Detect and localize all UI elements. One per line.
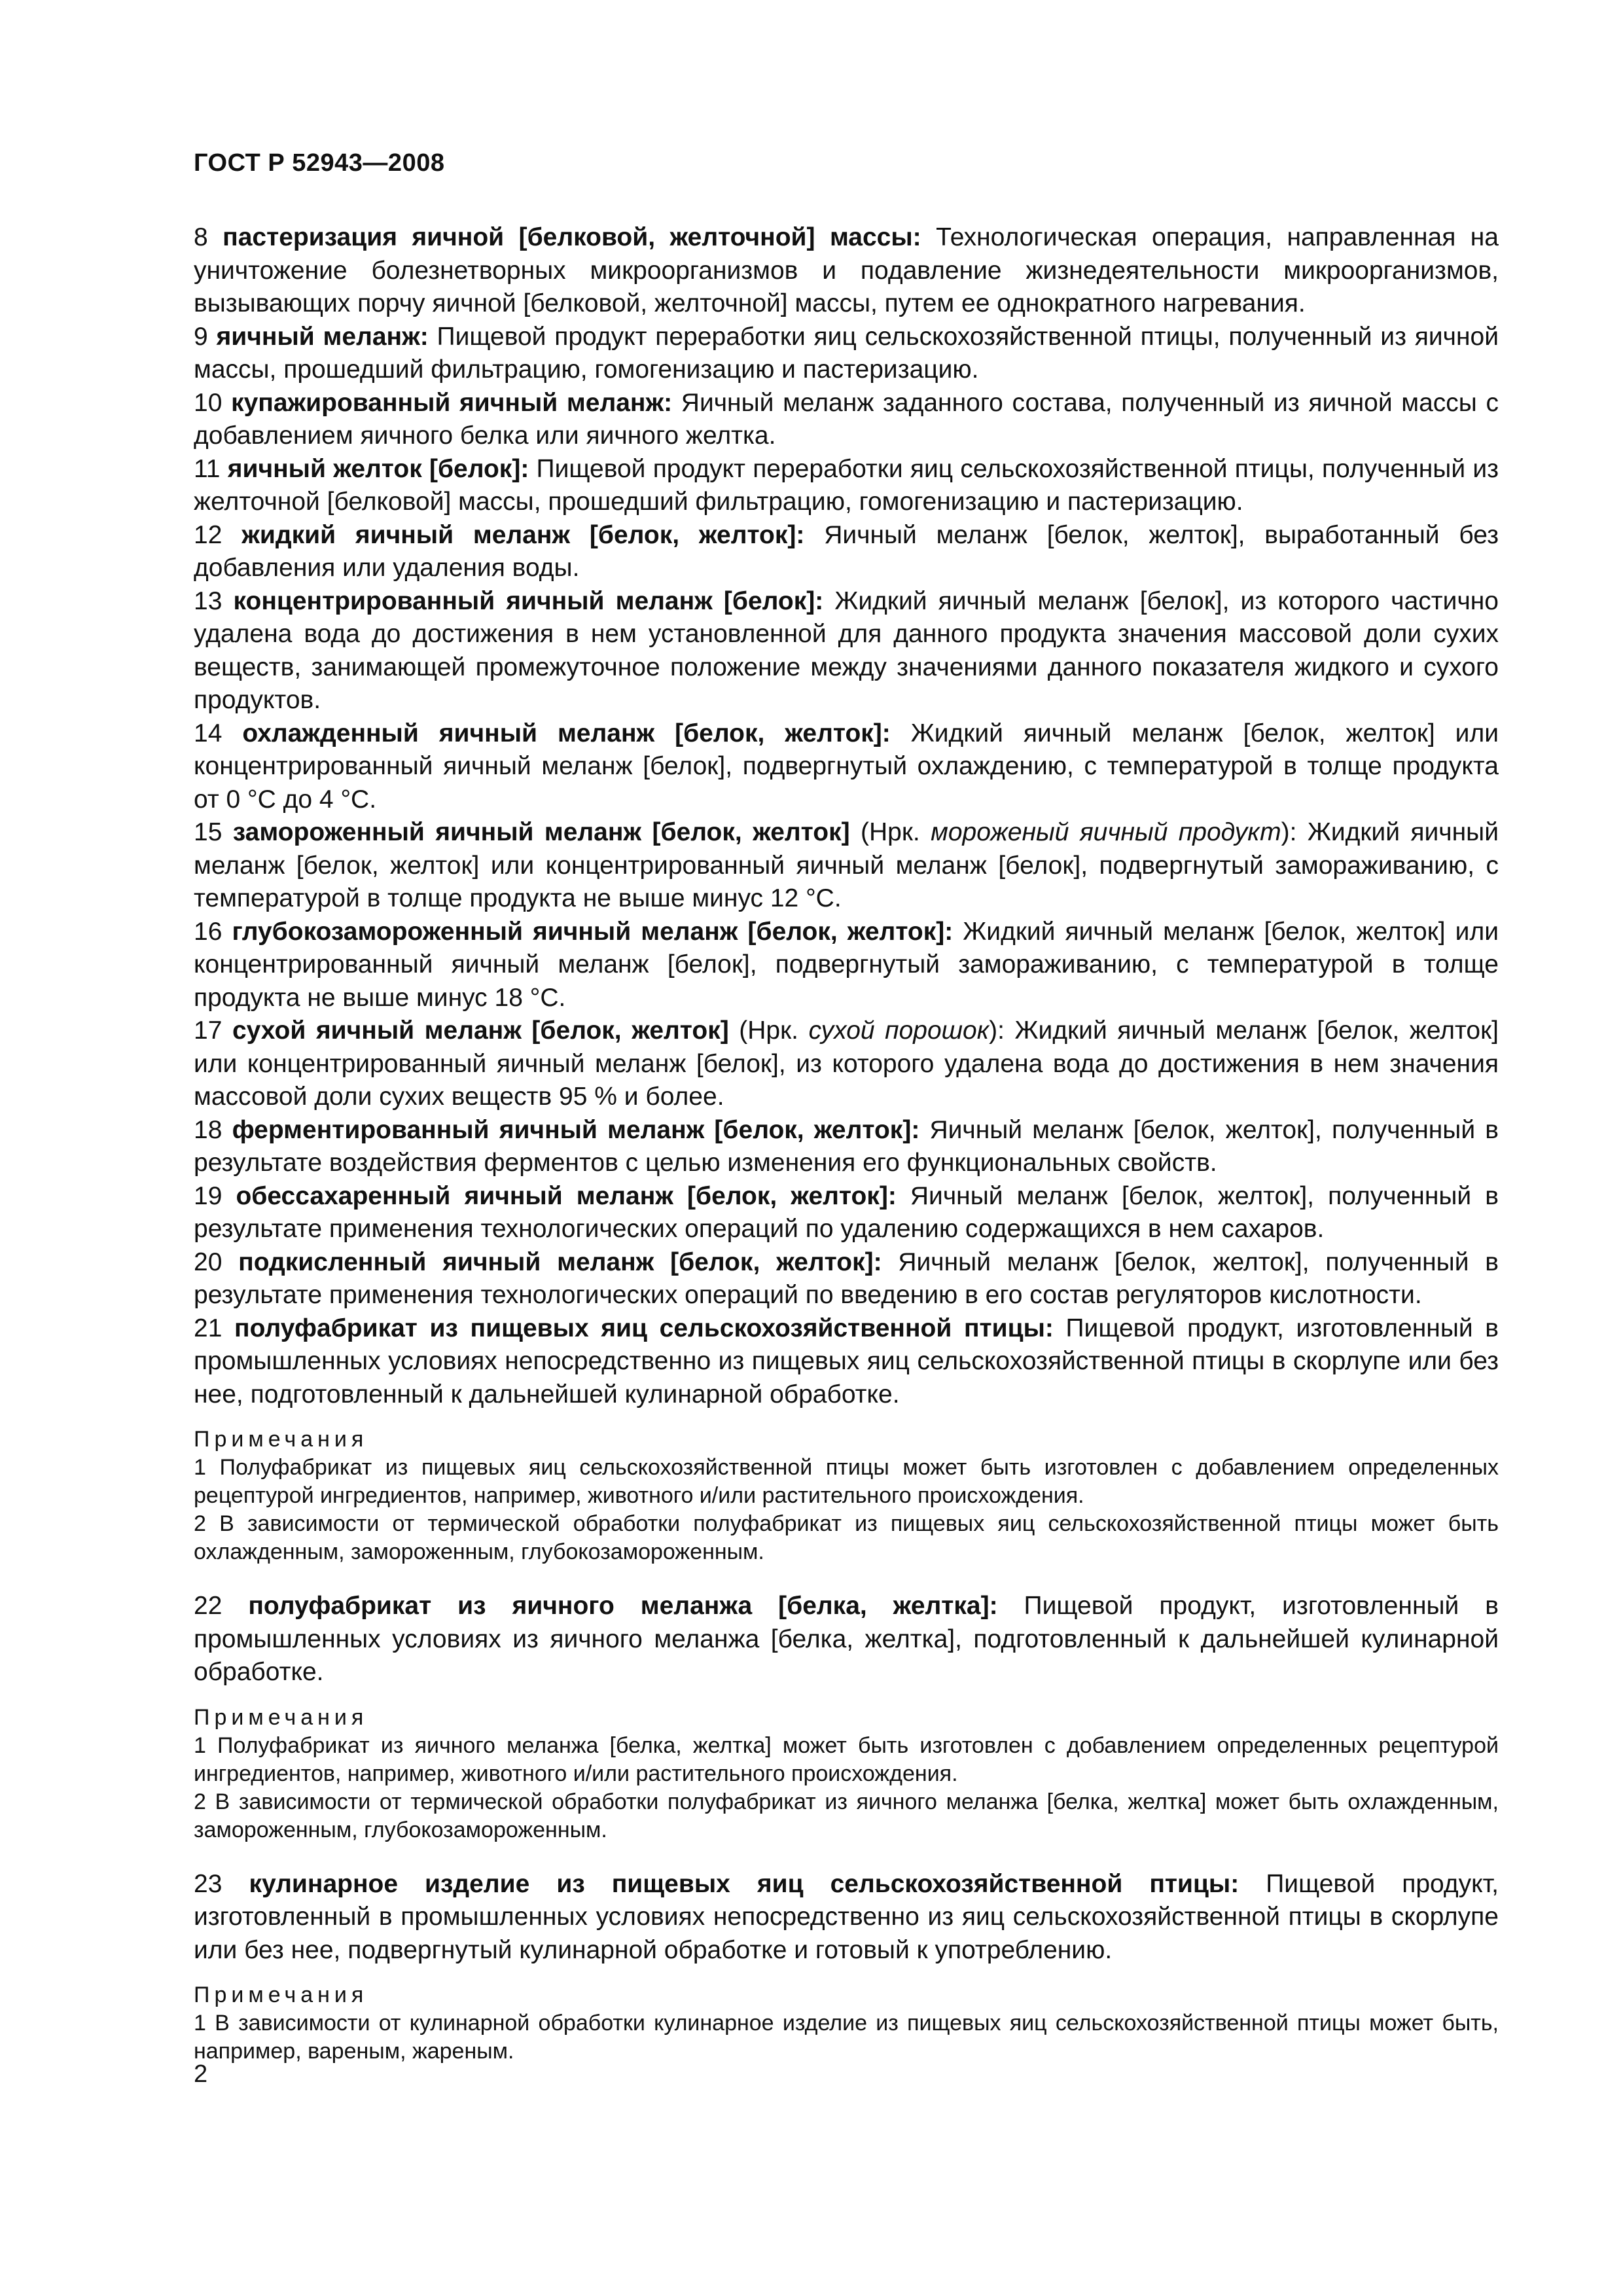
term-21: [194, 1312, 1499, 1412]
term-number: 10: [194, 388, 223, 417]
notes-block-21: [194, 1426, 1499, 1566]
term-synonym-suffix: ):: [1281, 818, 1297, 846]
term-definition: Технологическая операция, направленная на уничтожение болезнетворных микроорганизмов и подавление жизнедеятельности микроорганизмов, вызывающих порчу яичной [белковой, желточной] массы, путем ее однократного нагревания.: [194, 223, 1499, 317]
term-name: замороженный яичный меланж [белок, желток]: [232, 818, 850, 846]
term-18: [194, 1114, 1499, 1180]
term-9: [194, 321, 1499, 387]
term-name: охлажденный яичный меланж [белок, желток]:: [242, 719, 891, 747]
term-name: полуфабрикат из яичного меланжа [белка, желтка]:: [248, 1592, 998, 1620]
term-8: [194, 221, 1499, 321]
term-synonym-prefix: (Нрк.: [728, 1016, 809, 1045]
term-synonym: мороженый яичный продукт: [931, 818, 1281, 846]
term-13: [194, 585, 1499, 717]
notes-block-22: [194, 1704, 1499, 1844]
notes-title: Примечания: [194, 1982, 368, 2007]
page-number: 2: [194, 2060, 208, 2088]
term-name: жидкий яичный меланж [белок, желток]:: [241, 520, 805, 549]
terms-content: [194, 221, 1499, 2066]
term-number: 16: [194, 917, 223, 946]
term-name: ферментированный яичный меланж [белок, желток]:: [232, 1115, 920, 1144]
term-definition: Яичный меланж [белок, желток], полученный в результате воздействия ферментов с целью изменения его функциональных свойств.: [194, 1115, 1499, 1177]
term-name: яичный желток [белок]:: [227, 454, 529, 483]
term-definition: Яичный меланж [белок, желток], полученный в результате применения технологических операций по удалению содержащихся в нем сахаров.: [194, 1181, 1499, 1243]
term-definition: Пищевой продукт, изготовленный в промышленных условиях непосредственно из пищевых яиц сельскохозяйственной птицы в скорлупе или без нее, подготовленный к дальнейшей кулинарной обработке.: [194, 1314, 1499, 1408]
term-number: 21: [194, 1314, 223, 1342]
term-name: кулинарное изделие из пищевых яиц сельскохозяйственной птицы:: [249, 1869, 1240, 1898]
term-number: 22: [194, 1592, 223, 1620]
term-12: [194, 519, 1499, 585]
term-name: глубокозамороженный яичный меланж [белок, желток]:: [232, 917, 954, 946]
term-number: 8: [194, 223, 208, 251]
term-definition: Пищевой продукт, изготовленный в промышленных условиях непосредственно из яиц сельскохозяйственной птицы в скорлупе или без нее, подвергнутый кулинарной обработке и готовый к употреблению.: [194, 1869, 1499, 1964]
notes-block-23: [194, 1981, 1499, 2066]
term-name: подкисленный яичный меланж [белок, желток]:: [238, 1247, 882, 1276]
term-name: пастеризация яичной [белковой, желточной] массы:: [223, 223, 921, 251]
term-23: [194, 1868, 1499, 1967]
term-10: [194, 387, 1499, 453]
term-name: полуфабрикат из пищевых яиц сельскохозяйственной птицы:: [234, 1314, 1054, 1342]
term-number: 14: [194, 719, 223, 747]
term-16: [194, 916, 1499, 1015]
term-number: 19: [194, 1181, 223, 1210]
term-synonym: сухой порошок: [808, 1016, 990, 1045]
term-name: сухой яичный меланж [белок, желток]: [232, 1016, 729, 1045]
term-definition: Жидкий яичный меланж [белок, желток] или концентрированный яичный меланж [белок], подвергнутый охлаждению, с температурой в толще продукта от 0 °С до 4 °С.: [194, 719, 1499, 814]
term-number: 12: [194, 520, 223, 549]
term-definition: Жидкий яичный меланж [белок, желток] или концентрированный яичный меланж [белок], подвергнутый замораживанию, с температурой в толще продукта не выше минус 18 °С.: [194, 917, 1499, 1012]
notes-title: Примечания: [194, 1427, 368, 1452]
term-definition: Жидкий яичный меланж [белок, желток] или концентрированный яичный меланж [белок], подвергнутый замораживанию, с температурой в толще продукта не выше минус 12 °С.: [194, 818, 1499, 912]
term-definition: Пищевой продукт переработки яиц сельскохозяйственной птицы, полученный из яичной массы, прошедший фильтрацию, гомогенизацию и пастеризацию.: [194, 322, 1499, 384]
note-item: 1 Полуфабрикат из яичного меланжа [белка, желтка] может быть изготовлен с добавлением определенных рецептурой ингредиентов, например, животного и/или растительного происхождения.: [194, 1732, 1499, 1786]
term-19: [194, 1180, 1499, 1246]
term-synonym-suffix: ):: [989, 1016, 1005, 1045]
notes-title: Примечания: [194, 1704, 368, 1730]
note-item: 2 В зависимости от термической обработки полуфабрикат из пищевых яиц сельскохозяйственной птицы может быть охлажденным, замороженным, глубокозамороженным.: [194, 1511, 1499, 1564]
term-number: 11: [194, 454, 221, 483]
term-number: 23: [194, 1869, 223, 1898]
note-item: 2 В зависимости от термической обработки полуфабрикат из яичного меланжа [белка, желтка] может быть охлажденным, замороженным, глубокозамороженным.: [194, 1789, 1499, 1842]
term-definition: Пищевой продукт переработки яиц сельскохозяйственной птицы, полученный из желточной [белковой] массы, прошедший фильтрацию, гомогенизацию и пастеризацию.: [194, 454, 1499, 516]
note-item: 1 В зависимости от кулинарной обработки кулинарное изделие из пищевых яиц сельскохозяйственной птицы может быть, например, вареным, жареным.: [194, 2011, 1499, 2064]
term-number: 13: [194, 586, 223, 615]
term-14: [194, 717, 1499, 817]
term-number: 15: [194, 818, 223, 846]
term-definition: Жидкий яичный меланж [белок], из которого частично удалена вода до достижения в нем установленной для данного продукта значения массовой доли сухих веществ, занимающей промежуточное положение между значениями данного показателя жидкого и сухого продуктов.: [194, 586, 1499, 714]
term-synonym-prefix: (Нрк.: [849, 818, 931, 846]
term-definition: Яичный меланж заданного состава, полученный из яичной массы с добавлением яичного белка или яичного желтка.: [194, 388, 1499, 450]
term-definition: Жидкий яичный меланж [белок, желток] или концентрированный яичный меланж [белок], из которого удалена вода до достижения в нем значения массовой доли сухих веществ 95 % и более.: [194, 1016, 1499, 1111]
term-number: 9: [194, 322, 208, 351]
term-22: [194, 1590, 1499, 1689]
term-number: 20: [194, 1247, 223, 1276]
note-item: 1 Полуфабрикат из пищевых яиц сельскохозяйственной птицы может быть изготовлен с добавлением определенных рецептурой ингредиентов, например, животного и/или растительного происхождения.: [194, 1455, 1499, 1508]
term-15: [194, 816, 1499, 916]
term-name: концентрированный яичный меланж [белок]:: [233, 586, 824, 615]
term-number: 17: [194, 1016, 223, 1045]
term-11: [194, 453, 1499, 519]
term-name: яичный меланж:: [216, 322, 429, 351]
term-20: [194, 1246, 1499, 1312]
term-definition: Яичный меланж [белок, желток], полученный в результате применения технологических операций по введению в его состав регуляторов кислотности.: [194, 1247, 1499, 1309]
term-name: купажированный яичный меланж:: [231, 388, 673, 417]
term-name: обессахаренный яичный меланж [белок, желток]:: [236, 1181, 897, 1210]
term-number: 18: [194, 1115, 223, 1144]
term-definition: Пищевой продукт, изготовленный в промышленных условиях из яичного меланжа [белка, желтка], подготовленный к дальнейшей кулинарной обработке.: [194, 1592, 1499, 1686]
term-17: [194, 1014, 1499, 1114]
term-definition: Яичный меланж [белок, желток], выработанный без добавления или удаления воды.: [194, 520, 1499, 582]
document-code: ГОСТ Р 52943—2008: [194, 149, 445, 177]
